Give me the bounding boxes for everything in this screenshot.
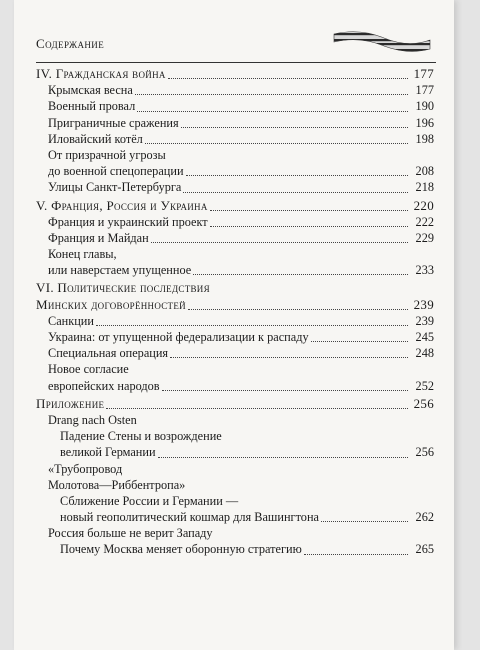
dot-leader [210, 226, 408, 227]
toc-entry-title: европейских народов [48, 378, 160, 393]
toc-entry-title: V. Франция, Россия и Украина [36, 197, 208, 213]
page-number: 222 [415, 214, 434, 229]
toc-entry-title: Франция и Майдан [48, 230, 149, 245]
toc-entry-line[interactable] [36, 82, 434, 98]
toc-entry-title: Минских договорённостей [36, 296, 186, 312]
toc-entry-title: Новое согласие [48, 362, 129, 377]
dot-leader [106, 408, 408, 409]
toc-entry-line[interactable] [36, 163, 434, 179]
page-number: 177 [413, 66, 434, 81]
toc-entry-line[interactable] [36, 179, 434, 195]
toc-section-line[interactable] [36, 297, 434, 313]
toc-entry-line[interactable] [36, 214, 434, 230]
toc-section-line[interactable] [36, 396, 434, 412]
dot-leader [151, 242, 408, 243]
toc-entry-line[interactable] [36, 477, 434, 493]
toc-section-line[interactable] [36, 280, 434, 296]
page-number: 248 [415, 346, 434, 361]
dot-leader [304, 554, 408, 555]
toc-entry-line[interactable] [36, 329, 434, 345]
dot-leader [162, 390, 408, 391]
toc-entry-line[interactable] [36, 444, 434, 460]
book-page [14, 0, 454, 650]
toc-entry-line[interactable] [36, 509, 434, 525]
page-number: 198 [415, 131, 434, 146]
toc-entry-title: Военный провал [48, 99, 136, 114]
dot-leader [181, 127, 408, 128]
page-number: 229 [415, 230, 434, 245]
toc-entry-line[interactable] [36, 313, 434, 329]
toc-entry-line[interactable] [36, 246, 434, 262]
dot-leader [145, 143, 408, 144]
page-number: 190 [415, 99, 434, 114]
toc-entry-title: Приложение [36, 395, 105, 411]
page-number: 252 [415, 378, 434, 393]
toc-entry-title: Падение Стены и возрождение [60, 429, 222, 444]
dot-leader [321, 521, 408, 522]
dot-leader [311, 341, 408, 342]
toc-entry-title: Украина: от упущенной федерализации к распаду [48, 330, 309, 344]
dot-leader [137, 111, 408, 112]
page-number: 177 [415, 83, 434, 98]
toc-entry-title: Почему Москва меняет оборонную стратегию [60, 542, 302, 557]
toc-entry-line[interactable] [36, 378, 434, 394]
toc-entry-line[interactable] [36, 131, 434, 147]
toc-entry-title: Drang nach Osten [48, 412, 137, 427]
page-number: 208 [415, 164, 434, 179]
dot-leader [186, 175, 408, 176]
toc-entry-line[interactable] [36, 345, 434, 361]
dot-leader [96, 325, 408, 326]
toc-entry-line[interactable] [36, 493, 434, 509]
toc-entry-title: Иловайский котёл [48, 131, 143, 146]
dot-leader [158, 457, 408, 458]
toc-entry-title: Санкции [48, 313, 94, 328]
toc-entry-title: Специальная операция [48, 346, 169, 361]
page-number: 262 [415, 510, 434, 525]
page-number: 220 [413, 197, 434, 213]
toc-entry-title: великой Германии [60, 445, 156, 460]
toc-entry-title: или наверстаем упущенное [48, 263, 192, 278]
dot-leader [135, 94, 408, 95]
toc-entry-title: новый геополитический кошмар для Вашингтона [60, 510, 319, 525]
toc-entry-line[interactable] [36, 541, 434, 557]
page-number: 196 [415, 115, 434, 130]
toc-entry-title: Улицы Санкт-Петербурга [48, 180, 182, 195]
dot-leader [168, 78, 408, 79]
dot-leader [210, 210, 408, 211]
page-number: 256 [413, 395, 434, 411]
page-number: 239 [413, 296, 434, 312]
page-number: 256 [415, 445, 434, 460]
toc-section-line[interactable] [36, 66, 434, 82]
dot-leader [188, 309, 408, 310]
toc-entry-title: Приграничные сражения [48, 115, 179, 130]
page-number: 265 [415, 542, 434, 557]
toc-entry-line[interactable] [36, 115, 434, 131]
toc-entry-title: до военной спецоперации [48, 164, 184, 179]
toc-entry-line[interactable] [36, 147, 434, 163]
page-number: 218 [415, 180, 434, 195]
toc-entry-line[interactable] [36, 412, 434, 428]
toc-entry-line[interactable] [36, 525, 434, 541]
table-of-contents [36, 66, 434, 558]
toc-entry-title: VI. Политические последствия [36, 280, 210, 296]
dot-leader [193, 274, 408, 275]
st-george-ribbon-icon [330, 28, 434, 52]
toc-entry-title: IV. Гражданская война [36, 66, 166, 81]
toc-entry-line[interactable] [36, 262, 434, 278]
running-header: Содержание [36, 36, 105, 51]
page-number: 233 [415, 263, 434, 278]
page-number: 245 [415, 330, 434, 344]
toc-entry-title: От призрачной угрозы [48, 147, 166, 162]
dot-leader [183, 192, 408, 193]
toc-entry-title: Сближение России и Германии — [60, 493, 239, 508]
toc-entry-title: Молотова—Риббентропа» [48, 477, 186, 492]
toc-section-line[interactable] [36, 198, 434, 214]
toc-entry-title: Конец главы, [48, 247, 117, 262]
toc-entry-title: Франция и украинский проект [48, 214, 208, 229]
toc-entry-line[interactable] [36, 361, 434, 377]
toc-entry-line[interactable] [36, 428, 434, 444]
toc-entry-title: «Трубопровод [48, 461, 123, 476]
toc-entry-title: Россия больше не верит Западу [48, 526, 213, 541]
header-rule [36, 62, 436, 63]
page-number: 239 [415, 313, 434, 328]
toc-entry-title: Крымская весна [48, 83, 133, 98]
toc-entry-line[interactable] [36, 98, 434, 114]
toc-entry-line[interactable] [36, 230, 434, 246]
dot-leader [170, 357, 408, 358]
toc-entry-line[interactable] [36, 461, 434, 477]
